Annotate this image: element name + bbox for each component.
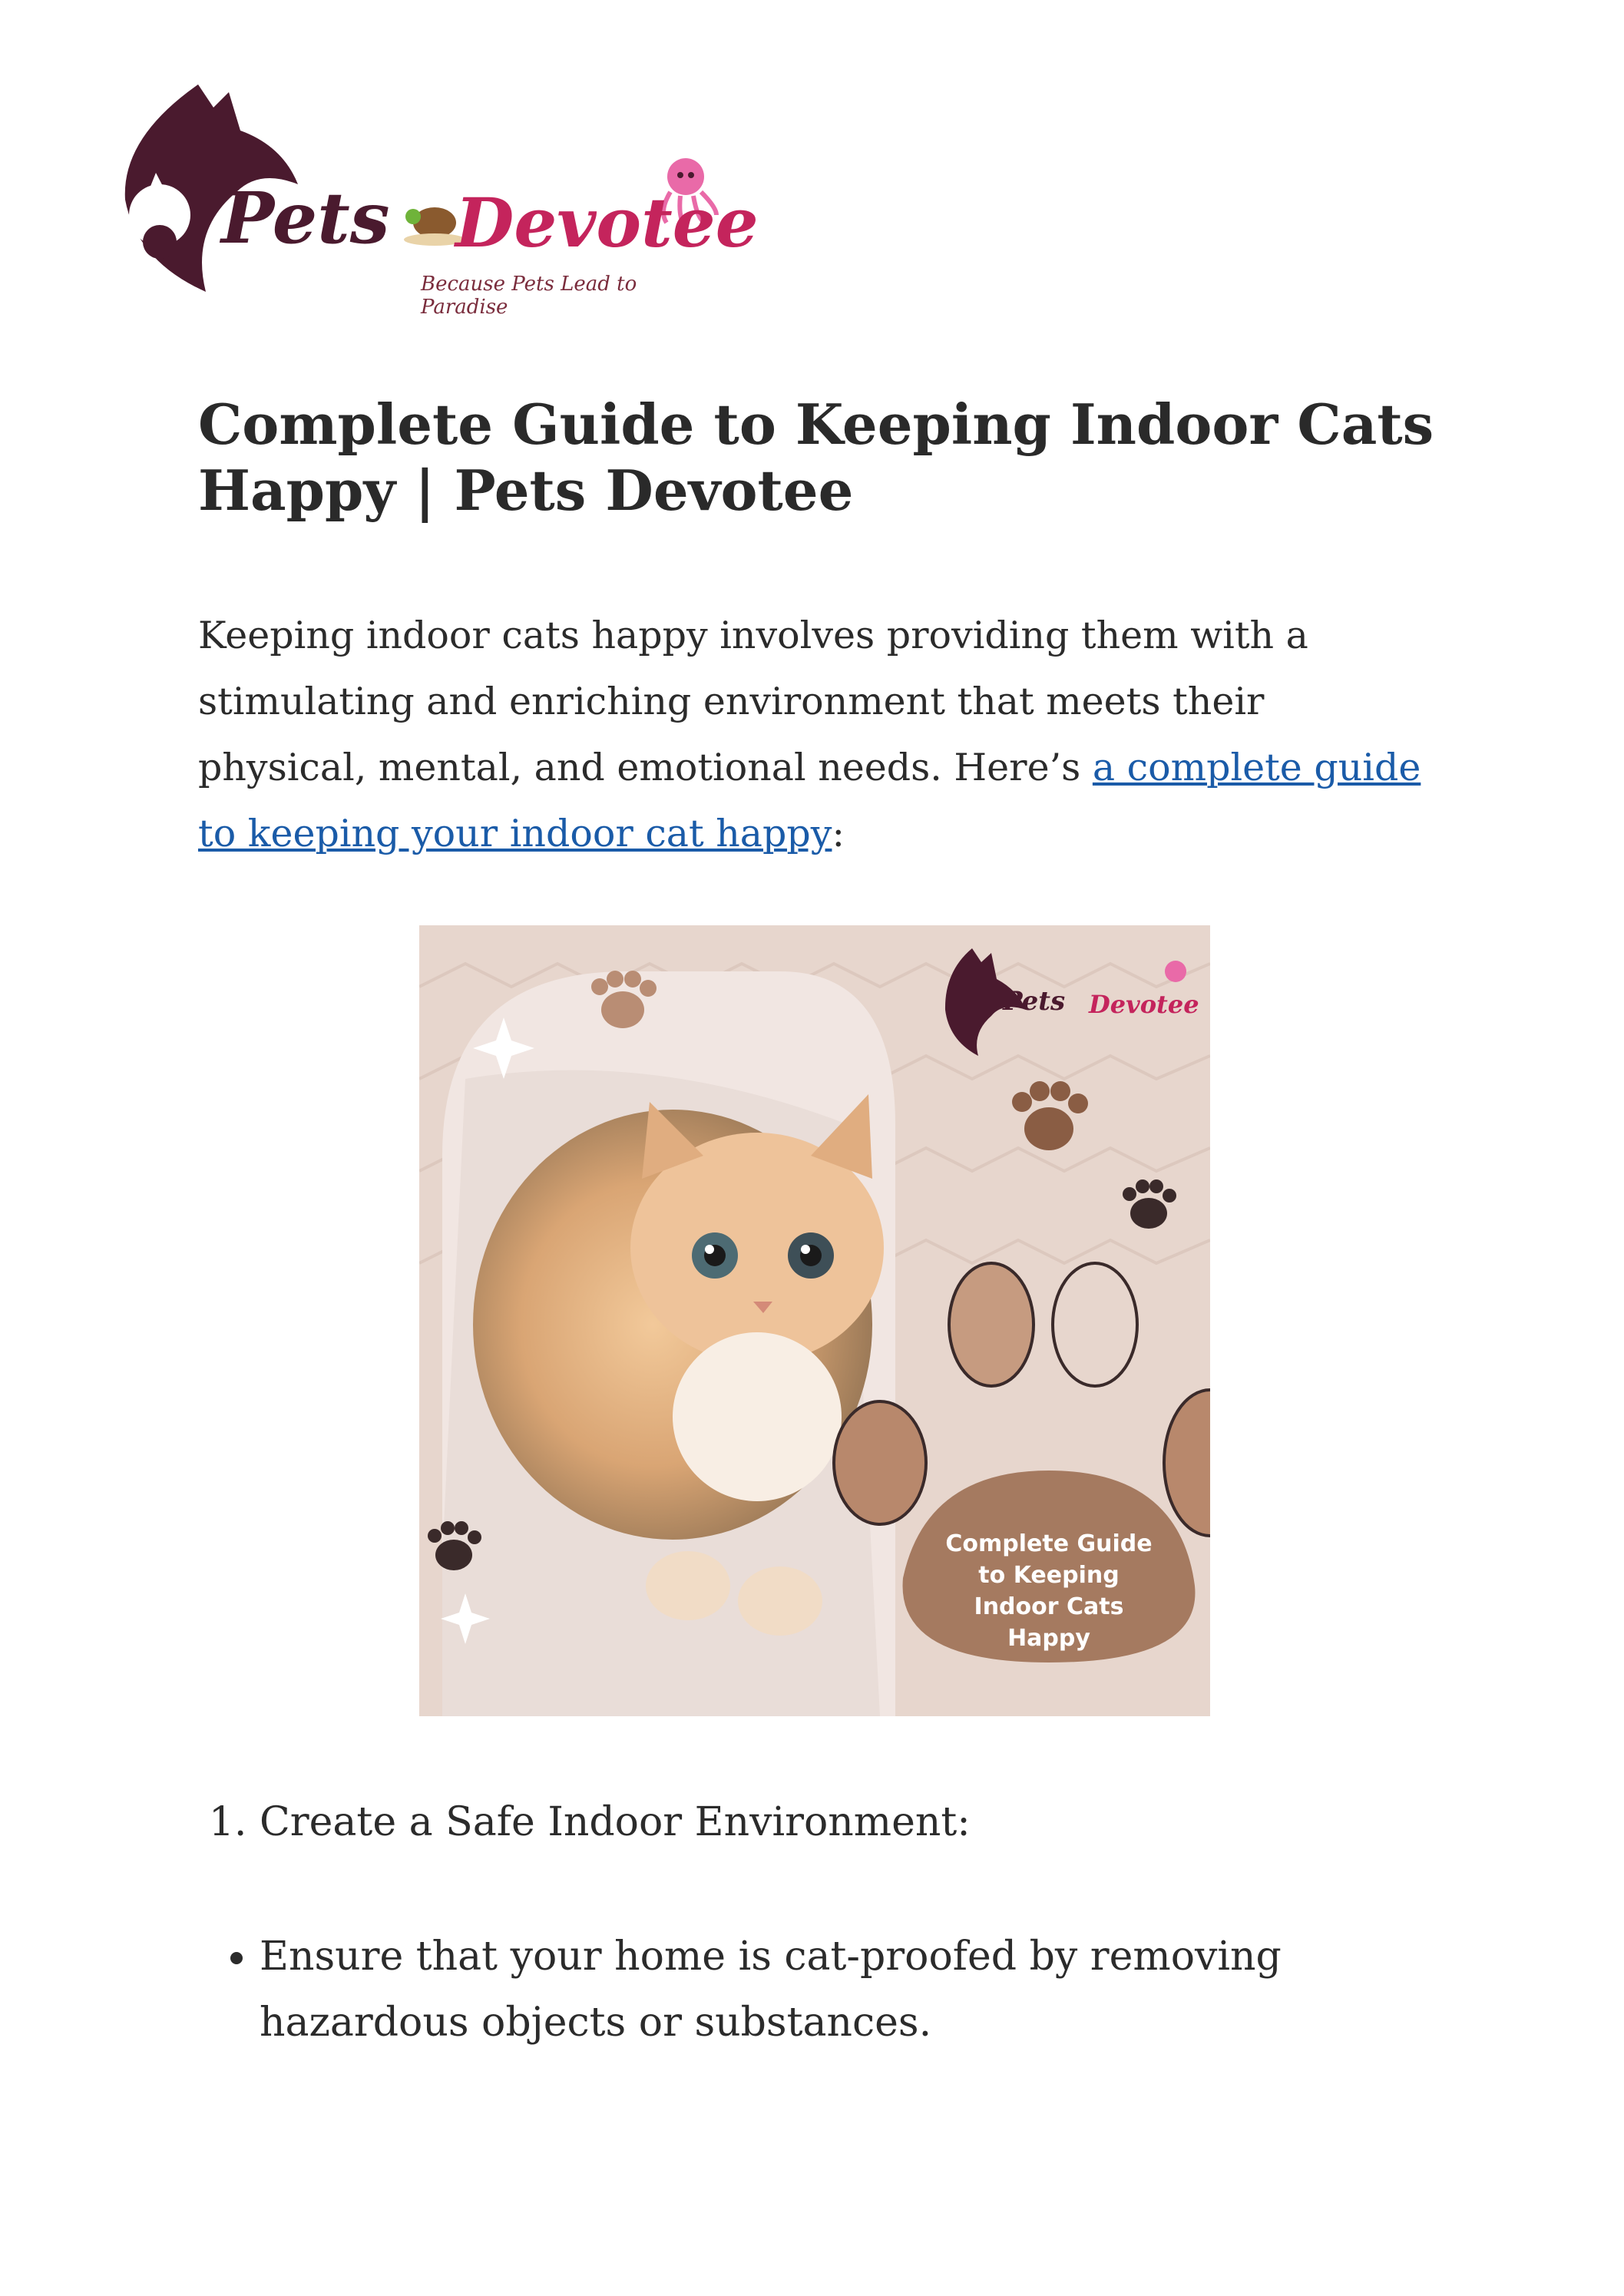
steps-list [198, 1789, 1488, 1855]
badge-line-4: Happy [1007, 1625, 1090, 1652]
hero-logo-first: Pets [1003, 986, 1066, 1017]
site-logo[interactable] [106, 77, 759, 319]
bullet-item: • Ensure that your home is cat-proofed by removing hazardous objects or substances. [260, 1924, 1411, 2056]
hero-logo-second: Devotee [1089, 990, 1199, 1019]
intro-paragraph [198, 603, 1427, 867]
badge-line-1: Complete Guide [945, 1530, 1153, 1557]
hero-image [419, 925, 1210, 1716]
article-title: Complete Guide to Keeping Indoor Cats Happy | Pets Devotee [198, 392, 1434, 523]
logo-brand-second: Devotee [455, 183, 759, 263]
logo-tagline: Because Pets Lead to Paradise [421, 273, 637, 319]
logo-brand-first: Pets [221, 177, 390, 260]
badge-line-3: Indoor Cats [974, 1593, 1124, 1620]
cat-illustration [419, 925, 1210, 1716]
step-item: 1. Create a Safe Indoor Environment: [260, 1789, 1488, 1855]
intro-text-after: : [832, 812, 845, 855]
badge-line-2: to Keeping [978, 1562, 1120, 1589]
intro-text-before: Keeping indoor cats happy involves providing them with a stimulating and enriching environment that meets their physical, mental, and emotional needs. Here’s [198, 614, 1308, 789]
guide-link[interactable]: a complete guide to keeping your indoor cat happy [198, 746, 1421, 855]
bullet-list [198, 1924, 1411, 2056]
